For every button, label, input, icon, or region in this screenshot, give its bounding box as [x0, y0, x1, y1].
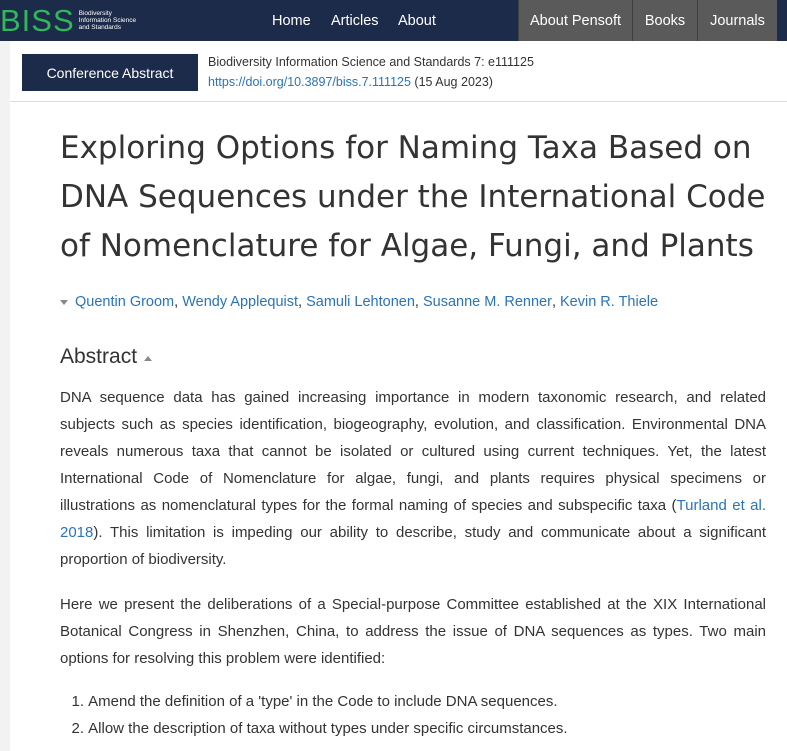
article-type-badge: Conference Abstract [22, 54, 198, 91]
left-margin-strip [0, 41, 10, 751]
caret-up-icon [144, 356, 152, 361]
author-link[interactable]: Wendy Applequist [182, 294, 299, 310]
author-link[interactable]: Kevin R. Thiele [560, 294, 659, 310]
nav-about-pensoft[interactable]: About Pensoft [518, 0, 632, 41]
nav-articles[interactable]: Articles [331, 12, 379, 29]
options-list [60, 688, 766, 742]
journal-citation: Biodiversity Information Science and Standards 7: e111125 [208, 55, 534, 69]
abstract-paragraph-2: Here we present the deliberations of a Special-purpose Committee established at the XIX International Botanical Congress in Shenzhen, China, to address the issue of DNA sequences as types. Two main options for resolving this problem were identified: [60, 596, 766, 667]
publication-date: (15 Aug 2023) [414, 75, 493, 89]
caret-down-icon[interactable] [60, 300, 68, 305]
top-navbar [0, 0, 787, 41]
abstract-heading-label: Abstract [60, 345, 138, 368]
citation-link[interactable]: Turland et al. 2018 [60, 497, 766, 541]
author-link[interactable]: Susanne M. Renner [422, 294, 552, 310]
author-link[interactable]: Samuli Lehtonen [306, 294, 415, 310]
nav-about[interactable]: About [398, 12, 436, 29]
author-list: Quentin Groom , Wendy Applequist , Samuli Lehtonen , Susanne M. Renner , Kevin R. Thiele [60, 294, 658, 310]
logo-subtitle: Biodiversity Information Science and Standards [78, 9, 137, 31]
doi-line [208, 75, 493, 89]
article-title: Exploring Options for Naming Taxa Based on DNA Sequences under the International Code of Nomenclature for Algae, Fungi, and Plants [60, 130, 766, 264]
logo-text: BISS [0, 2, 75, 38]
abstract-heading[interactable] [60, 345, 152, 369]
nav-books[interactable]: Books [632, 0, 697, 41]
nav-journals[interactable]: Journals [697, 0, 777, 41]
list-item: 1. Amend the definition of a 'type' in the Code to include DNA sequences. [71, 693, 558, 710]
abstract-paragraph-1: DNA sequence data has gained increasing importance in modern taxonomic research, and related subjects such as species identification, biogeography, evolution, and classification. Environmental DNA reveals numerous taxa that cannot be isolated or cultured using current techniques. Yet, the latest International Code of Nomenclature for algae, fungi, and plants requires physical specimens or illustrations as nomenclatural types for the formal naming of species and subspecific taxa (Turland et al. 2018). This limitation is impeding our ability to describe, study and communicate about a significant proportion of biodiversity. [60, 389, 766, 568]
divider [10, 101, 787, 102]
site-logo[interactable] [0, 2, 139, 38]
doi-link[interactable]: https://doi.org/10.3897/biss.7.111125 [208, 75, 411, 89]
author-link[interactable]: Quentin Groom [75, 294, 175, 310]
nav-home[interactable]: Home [272, 12, 311, 29]
list-item: 2. Allow the description of taxa without types under specific circumstances. [71, 720, 568, 737]
